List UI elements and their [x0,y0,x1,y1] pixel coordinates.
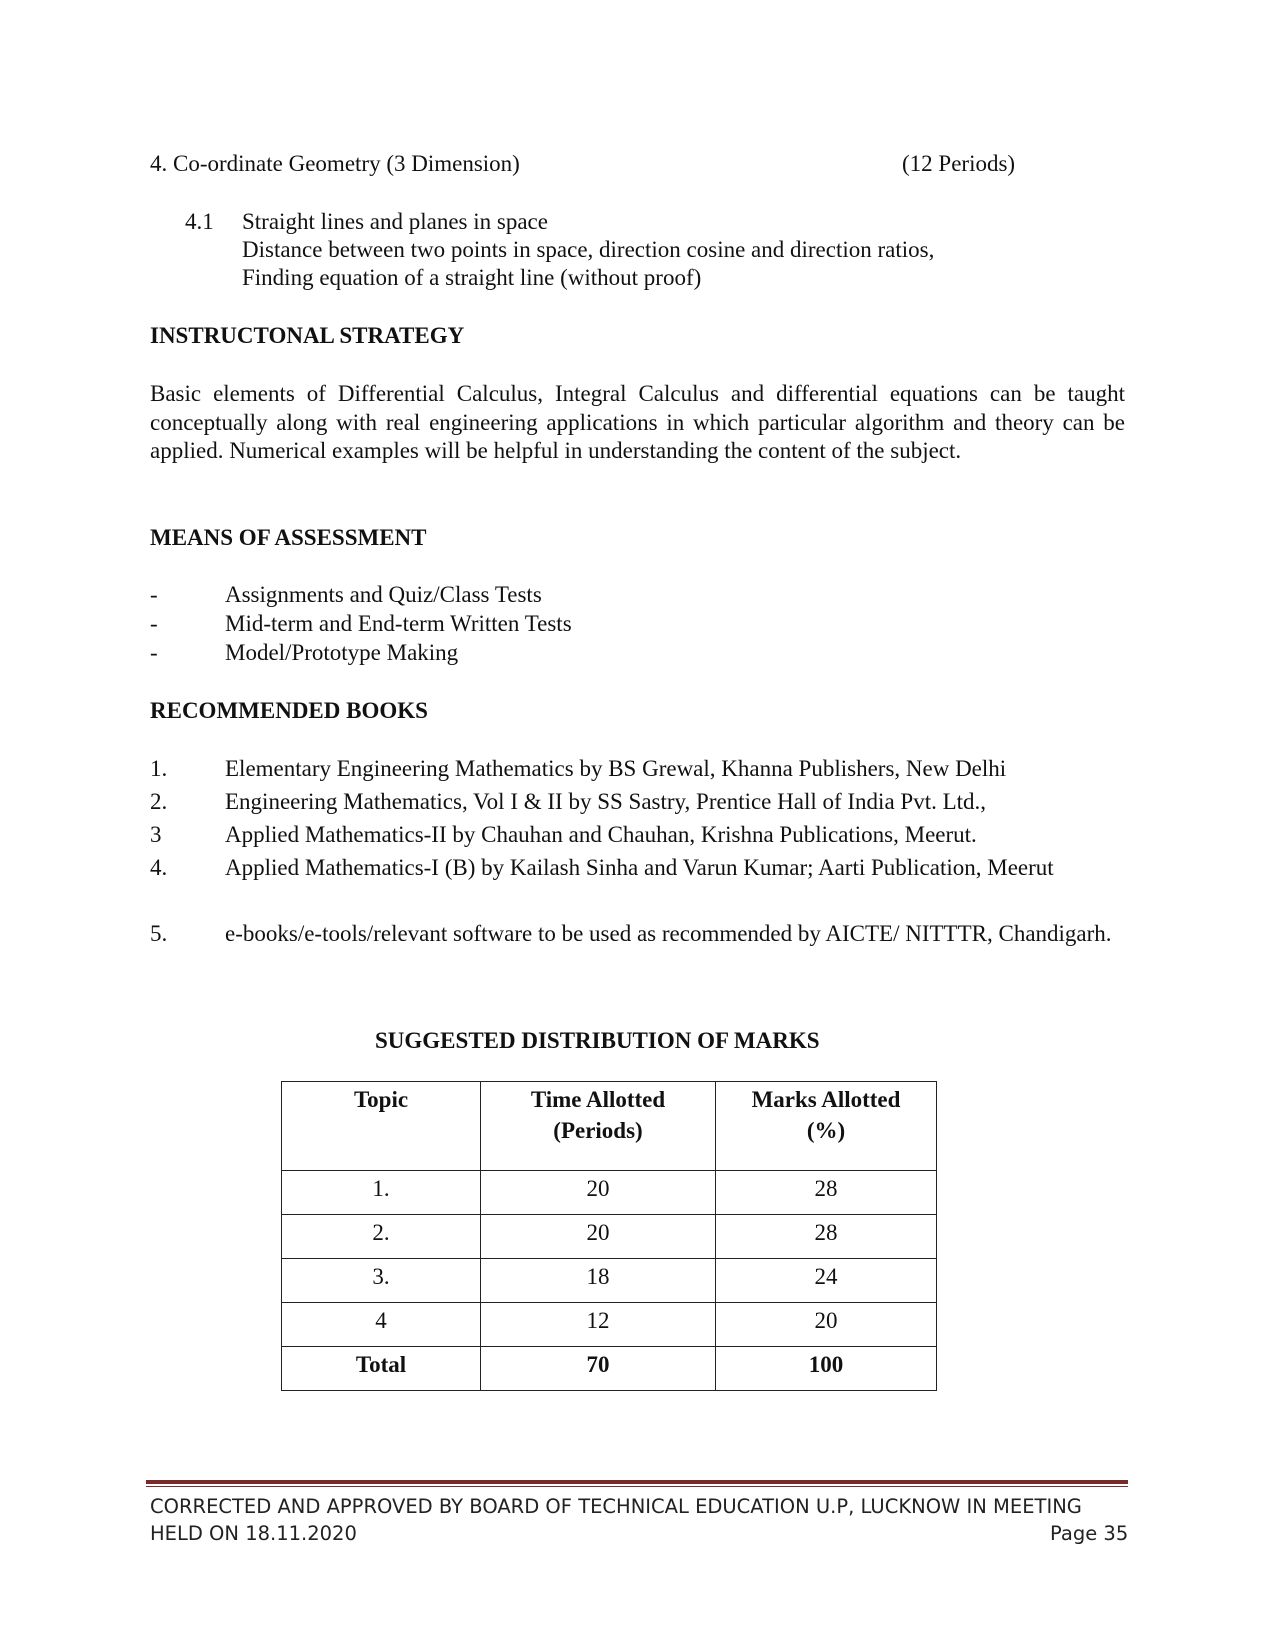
subtopic-line-2: Finding equation of a straight line (without proof) [242,265,702,290]
column-header-topic [282,1082,481,1171]
book-number: 4. [150,855,168,880]
footer-rule-thick [146,1480,1128,1484]
column-header-marks [716,1082,937,1171]
assessment-item: Mid-term and End-term Written Tests [225,611,572,636]
cell-total-time: 70 [481,1347,716,1391]
header-line: Topic [353,1087,409,1112]
subtopic-number: 4.1 [185,209,214,234]
assessment-bullet: - [150,640,158,665]
table-row [282,1171,937,1215]
unit-periods: (12 Periods) [902,151,1016,176]
column-header-time [481,1082,716,1171]
page-number: Page 35 [1050,1522,1129,1545]
table-header-row [282,1082,937,1171]
footer-line-1: CORRECTED AND APPROVED BY BOARD OF TECHNICAL EDUCATION U.P, LUCKNOW IN MEETING [150,1495,1082,1518]
assessment-heading: MEANS OF ASSESSMENT [150,525,427,550]
book-number: 1. [150,756,168,781]
book-number: 5. [150,921,168,946]
books-heading: RECOMMENDED BOOKS [150,698,428,723]
cell-topic: 2. [282,1215,481,1259]
cell-topic: 3. [282,1259,481,1303]
table-row [282,1303,937,1347]
footer-rule-thin [146,1486,1128,1487]
marks-table [281,1081,937,1391]
cell-marks: 24 [716,1259,937,1303]
cell-time: 12 [481,1303,716,1347]
assessment-item: Model/Prototype Making [225,640,459,665]
subtopic-title: Straight lines and planes in space [242,209,548,234]
table-row [282,1259,937,1303]
cell-marks: 28 [716,1215,937,1259]
strategy-paragraph: Basic elements of Differential Calculus, Integral Calculus and differential equations can be taught conceptually along with real engineering applications in which particular algorithm and theory can be applied. Numerical examples will be helpful in understanding the content of the subject. [150,381,1125,463]
book-entry: Engineering Mathematics, Vol I & II by SS Sastry, Prentice Hall of India Pvt. Ltd., [225,789,987,814]
cell-time: 18 [481,1259,716,1303]
assessment-bullet: - [150,582,158,607]
marks-heading: SUGGESTED DISTRIBUTION OF MARKS [375,1028,820,1053]
book-entry: Applied Mathematics-I (B) by Kailash Sinha and Varun Kumar; Aarti Publication, Meerut [225,855,1054,880]
assessment-item: Assignments and Quiz/Class Tests [225,582,542,607]
cell-topic: 1. [282,1171,481,1215]
cell-marks: 20 [716,1303,937,1347]
subtopic-line-1: Distance between two points in space, direction cosine and direction ratios, [242,237,935,262]
book-entry: Applied Mathematics-II by Chauhan and Chauhan, Krishna Publications, Meerut. [225,822,977,847]
unit-heading: 4. Co-ordinate Geometry (3 Dimension) [150,151,520,176]
cell-marks: 28 [716,1171,937,1215]
book-number: 3 [150,822,162,847]
header-line: Time Allotted [530,1087,666,1112]
footer-line-2: HELD ON 18.11.2020 [150,1522,357,1545]
table-total-row [282,1347,937,1391]
cell-time: 20 [481,1215,716,1259]
header-line: (%) [806,1118,846,1143]
cell-total-marks: 100 [716,1347,937,1391]
header-line: (Periods) [553,1118,643,1143]
cell-time: 20 [481,1171,716,1215]
strategy-heading: INSTRUCTONAL STRATEGY [150,323,465,348]
header-line: Marks Allotted [751,1087,901,1112]
book-entry: e-books/e-tools/relevant software to be used as recommended by AICTE/ NITTTR, Chandigarh. [225,921,1112,946]
table-row [282,1215,937,1259]
book-entry: Elementary Engineering Mathematics by BS Grewal, Khanna Publishers, New Delhi [225,756,1007,781]
assessment-bullet: - [150,611,158,636]
cell-total-label: Total [282,1347,481,1391]
book-number: 2. [150,789,168,814]
cell-topic: 4 [282,1303,481,1347]
